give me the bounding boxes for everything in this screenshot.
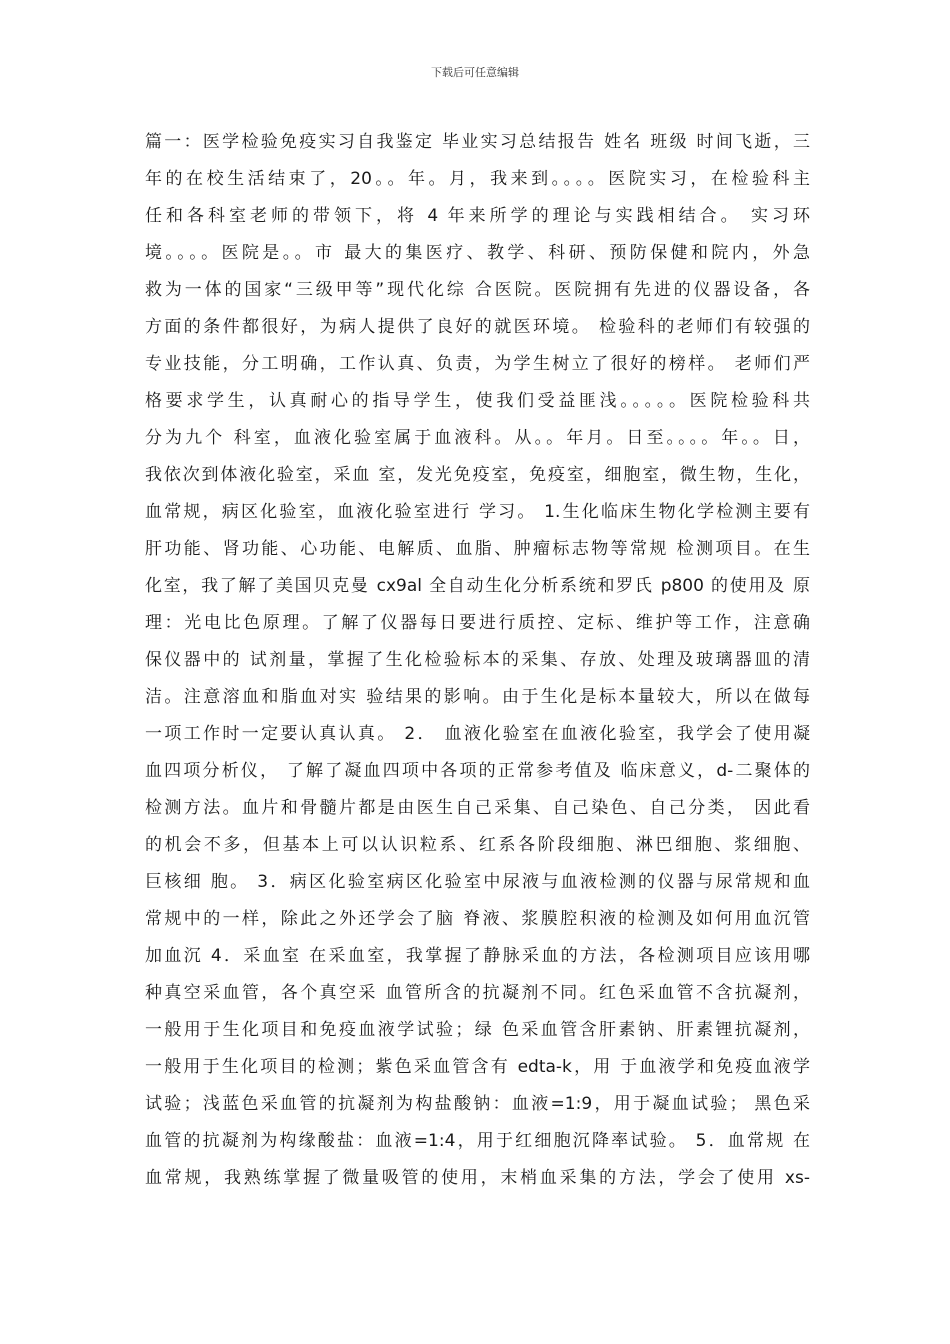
text-line: 血管的抗凝剂为构缘酸盐：血液=1:4，用于红细胞沉降率试验。 5．血常规 在: [145, 1131, 810, 1151]
page-header: 下载后可任意编辑: [431, 66, 519, 79]
text-line: 专业技能，分工明确，工作认真、负责，为学生树立了很好的榜样。 老师们严: [145, 354, 810, 374]
text-line: 肝功能、肾功能、心功能、电解质、血脂、肿瘤标志物等常规 检测项目。在生: [145, 539, 810, 559]
text-line: 洁。注意溶血和脂血对实 验结果的影响。由于生化是标本量较大，所以在做每: [145, 687, 810, 707]
text-line: 试验；浅蓝色采血管的抗凝剂为构盐酸钠：血液=1:9，用于凝血试验； 黑色采: [145, 1094, 810, 1114]
text-line: 格要求学生，认真耐心的指导学生，使我们受益匪浅。。。。。医院检验科共: [145, 391, 810, 411]
text-line: 种真空采血管，各个真空采 血管所含的抗凝剂不同。红色采血管不含抗凝剂，: [145, 983, 810, 1003]
text-line: 分为九个 科室，血液化验室属于血液科。从。。年月。日至。。。。年。。日，: [145, 428, 810, 448]
text-line: 方面的条件都很好，为病人提供了良好的就医环境。 检验科的老师们有较强的: [145, 317, 810, 337]
text-line: 加血沉 4．采血室 在采血室，我掌握了静脉采血的方法，各检测项目应该用哪: [145, 946, 810, 966]
text-line: 篇一：医学检验免疫实习自我鉴定 毕业实习总结报告 姓名 班级 时间飞逝，三: [145, 132, 810, 152]
text-line: 我依次到体液化验室，采血 室，发光免疫室，免疫室，细胞室，微生物，生化，: [145, 465, 810, 485]
text-line: 血四项分析仪， 了解了凝血四项中各项的正常参考值及 临床意义，d-二聚体的: [145, 761, 810, 781]
text-line: 境。。。。医院是。。市 最大的集医疗、教学、科研、预防保健和院内，外急: [145, 243, 810, 263]
text-line: 一般用于生化项目和免疫血液学试验；绿 色采血管含肝素钠、肝素锂抗凝剂，: [145, 1020, 810, 1040]
text-line: 常规中的一样，除此之外还学会了脑 脊液、浆膜腔积液的检测及如何用血沉管: [145, 909, 810, 929]
text-line: 任和各科室老师的带领下，将 4 年来所学的理论与实践相结合。 实习环: [145, 206, 810, 226]
text-line: 理：光电比色原理。了解了仪器每日要进行质控、定标、维护等工作，注意确: [145, 613, 810, 633]
text-line: 保仪器中的 试剂量，掌握了生化检验标本的采集、存放、处理及玻璃器皿的清: [145, 650, 810, 670]
text-line: 一般用于生化项目的检测；紫色采血管含有 edta-k，用 于血液学和免疫血液学: [145, 1057, 810, 1077]
text-line: 一项工作时一定要认真认真。 2． 血液化验室在血液化验室，我学会了使用凝: [145, 724, 810, 744]
text-line: 的机会不多，但基本上可以认识粒系、红系各阶段细胞、淋巴细胞、浆细胞、: [145, 835, 810, 855]
text-line: 救为一体的国家“三级甲等”现代化综 合医院。医院拥有先进的仪器设备，各: [145, 280, 810, 300]
text-line: 巨核细 胞。 3．病区化验室病区化验室中尿液与血液检测的仪器与尿常规和血: [145, 872, 810, 892]
text-line: 血常规，我熟练掌握了微量吸管的使用，末梢血采集的方法，学会了使用 xs-: [145, 1168, 810, 1188]
text-line: 检测方法。血片和骨髓片都是由医生自己采集、自己染色、自己分类， 因此看: [145, 798, 810, 818]
text-line: 血常规，病区化验室，血液化验室进行 学习。 1.生化临床生物化学检测主要有: [145, 502, 810, 522]
text-line: 年的在校生活结束了，20。。年。月，我来到。。。。医院实习，在检验科主: [145, 169, 810, 189]
body-paragraph: [145, 124, 810, 1197]
text-line: 化室，我了解了美国贝克曼 cx9al 全自动生化分析系统和罗氏 p800 的使用及 原: [145, 576, 810, 596]
